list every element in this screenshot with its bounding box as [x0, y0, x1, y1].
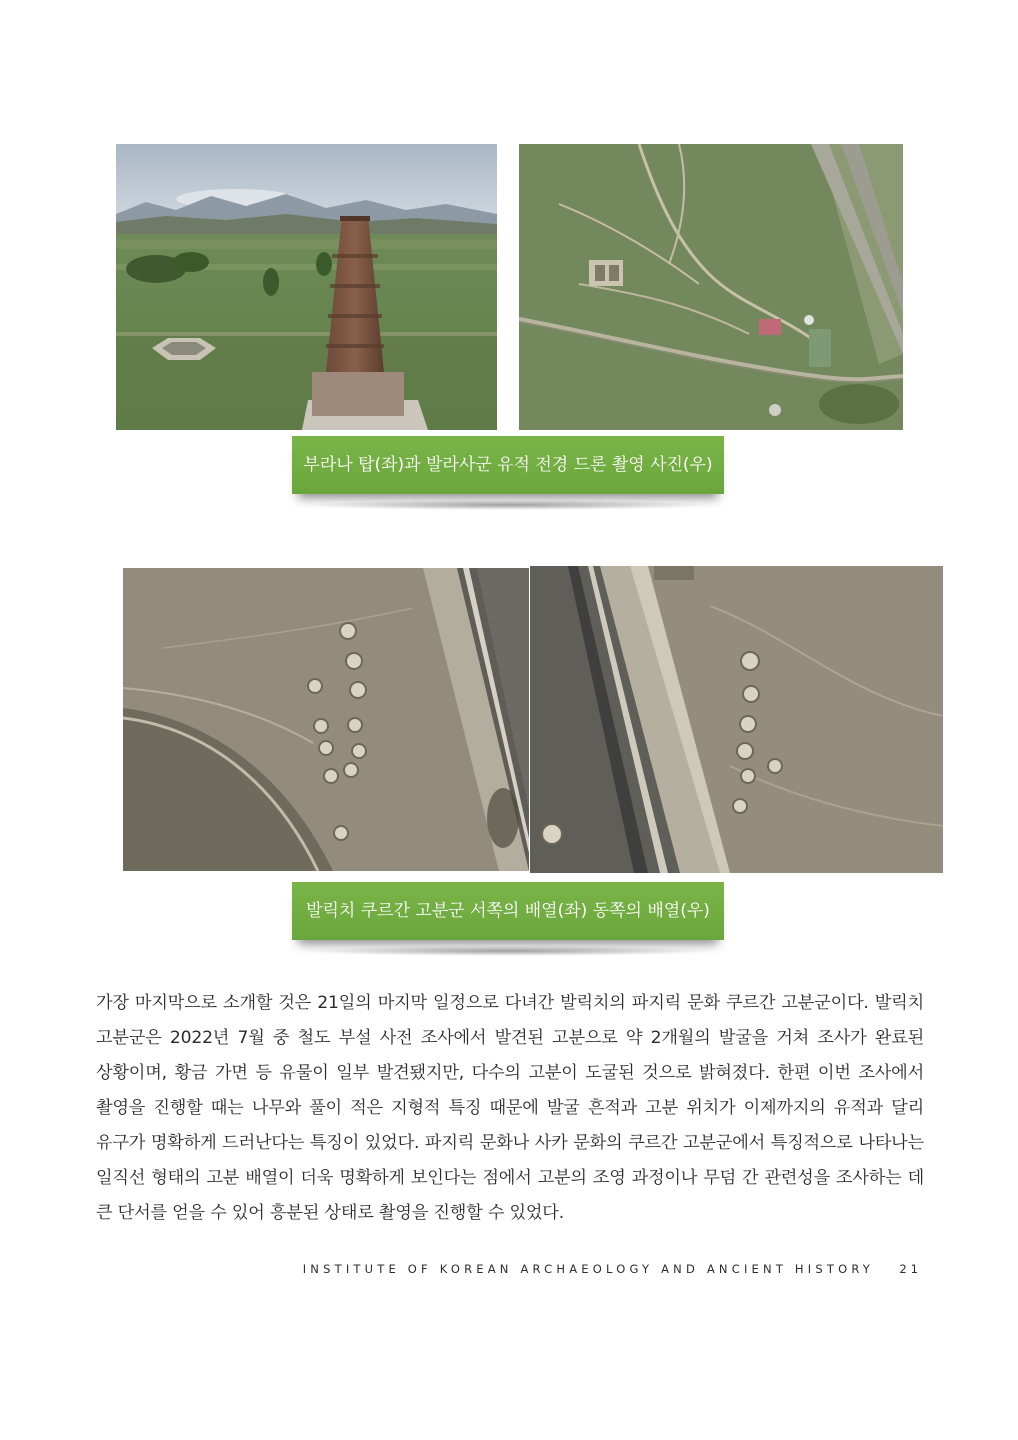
page-number: 21 — [899, 1262, 922, 1276]
burana-tower-photo — [116, 144, 497, 430]
page-footer — [0, 1262, 1018, 1278]
figure-1-caption: 부라나 탑(좌)과 발라사군 유적 전경 드론 촬영 사진(우) — [292, 436, 724, 494]
balykchy-west-kurgans-photo — [123, 568, 529, 871]
footer-institute: INSTITUTE OF KOREAN ARCHAEOLOGY AND ANCIENT HISTORY — [302, 1262, 874, 1276]
balasagun-aerial-photo — [519, 144, 903, 430]
balykchy-east-kurgans-photo — [530, 566, 943, 873]
figure-2-caption: 발릭치 쿠르간 고분군 서쪽의 배열(좌) 동쪽의 배열(우) — [292, 882, 724, 940]
body-paragraph: 가장 마지막으로 소개할 것은 21일의 마지막 일정으로 다녀간 발릭치의 파지릭 문화 쿠르간 고분군이다. 발릭치 고분군은 2022년 7월 중 철도 부설 사전 조사에서 발견된 고분으로 약 2개월의 발굴을 거쳐 조사가 완료된 상황이며, 황금 가면 등 유물이 일부 발견됐지만, 다수의 고분이 도굴된 것으로 밝혀졌다. 한편 이번 조사에서 촬영을 진행할 때는 나무와 풀이 적은 지형적 특징 때문에 발굴 흔적과 고분 위치가 이제까지의 유적과 달리 유구가 명확하게 드러난다는 특징이 있었다. 파지릭 문화나 사카 문화의 쿠르간 고분군에서 특징적으로 나타나는 일직선 형태의 고분 배열이 더욱 명확하게 보인다는 점에서 고분의 조영 과정이나 무덤 간 관련성을 조사하는 데 큰 단서를 얻을 수 있어 흥분된 상태로 촬영을 진행할 수 있었다. — [96, 993, 924, 1223]
